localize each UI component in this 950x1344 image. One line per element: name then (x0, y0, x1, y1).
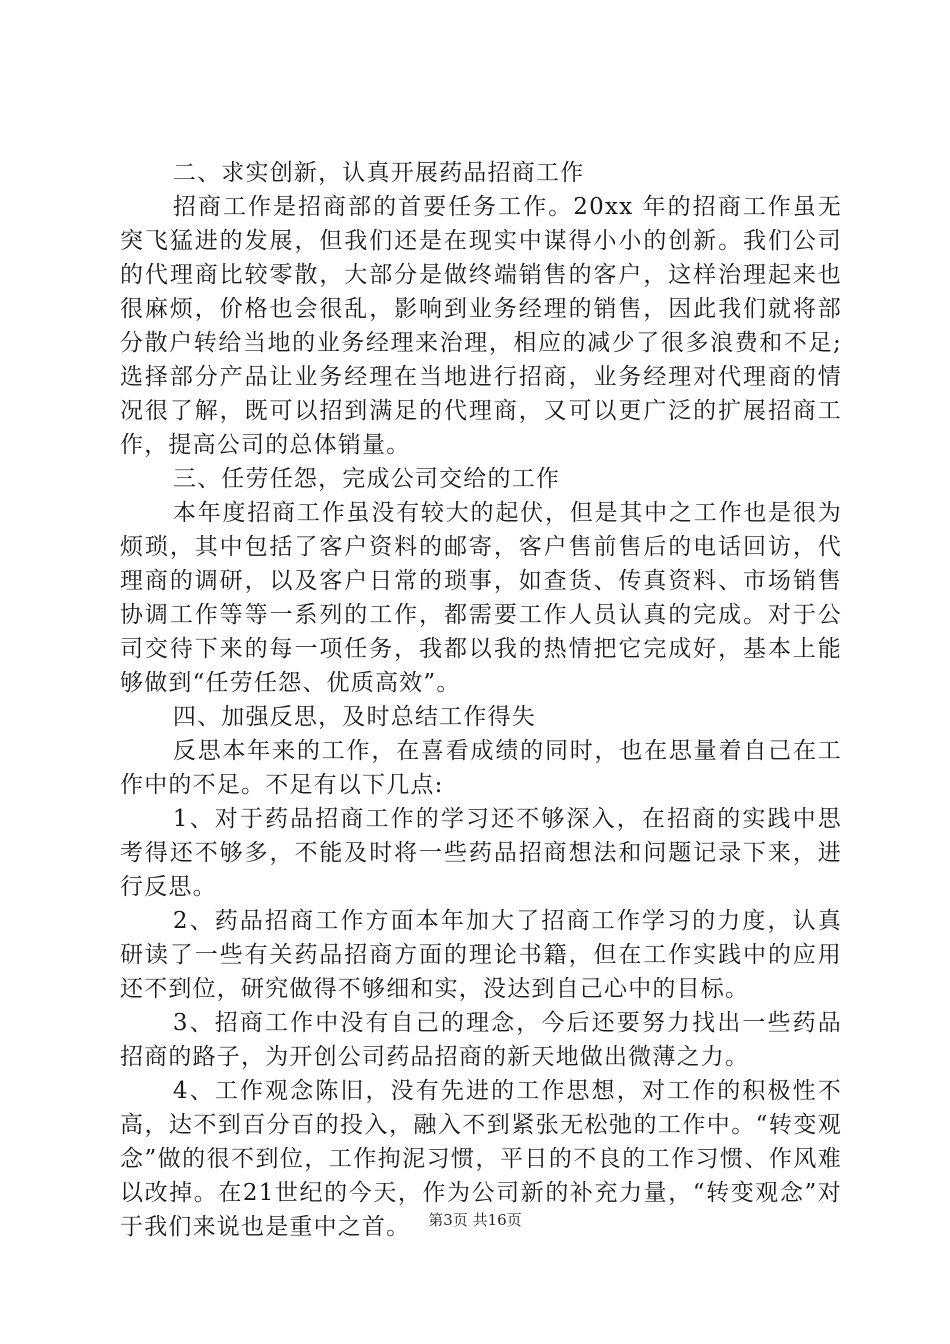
list-item-4: 4、工作观念陈旧，没有先进的工作思想，对工作的积极性不高，达不到百分百的投入，融入不到紧张无松弛的工作中。“转变观念”做的很不到位，工作拘泥习惯，平日的不良的工作习惯、作风难以改掉。在21世纪的今天，作为公司新的补充力量，“转变观念”对于我们来说也是重中之首。 (120, 1078, 842, 1240)
paragraph-assigned-work: 本年度招商工作虽没有较大的起伏，但是其中之工作也是很为烦琐，其中包括了客户资料的邮寄，客户售前售后的电话回访，代理商的调研，以及客户日常的琐事，如查货、传真资料、市场销售协调工作等等一系列的工作，都需要工作人员认真的完成。对于公司交待下来的每一项任务，我都以我的热情把它完成好，基本上能够做到“任劳任怨、优质高效”。 (120, 500, 842, 696)
list-item-2: 2、药品招商工作方面本年加大了招商工作学习的力度，认真研读了一些有关药品招商方面的理论书籍，但在工作实践中的应用还不到位，研究做得不够细和实，没达到自己心中的目标。 (120, 908, 842, 1002)
paragraph-reflection: 反思本年来的工作，在喜看成绩的同时，也在思量着自己在工作中的不足。不足有以下几点: (120, 738, 842, 798)
page-number-footer: 第3页 共16页 (428, 1211, 522, 1229)
document-body (120, 156, 842, 1244)
list-item-3: 3、招商工作中没有自己的理念，今后还要努力找出一些药品招商的路子，为开创公司药品招商的新天地做出微薄之力。 (120, 1010, 842, 1070)
section-heading-3: 三、任劳任怨，完成公司交给的工作 (172, 466, 561, 492)
section-heading-2: 二、求实创新，认真开展药品招商工作 (172, 160, 585, 186)
section-heading-4: 四、加强反思，及时总结工作得失 (172, 704, 536, 730)
list-item-1: 1、对于药品招商工作的学习还不够深入，在招商的实践中思考得还不够多，不能及时将一些药品招商想法和问题记录下来，进行反思。 (120, 806, 842, 900)
paragraph-recruitment-work: 招商工作是招商部的首要任务工作。20xx 年的招商工作虽无突飞猛进的发展，但我们还是在现实中谋得小小的创新。我们公司的代理商比较零散，大部分是做终端销售的客户，这样治理起来也很麻烦，价格也会很乱，影响到业务经理的销售，因此我们就将部分散户转给当地的业务经理来治理，相应的减少了很多浪费和不足;选择部分产品让业务经理在当地进行招商，业务经理对代理商的情况很了解，既可以招到满足的代理商，又可以更广泛的扩展招商工作，提高公司的总体销量。 (120, 194, 842, 458)
